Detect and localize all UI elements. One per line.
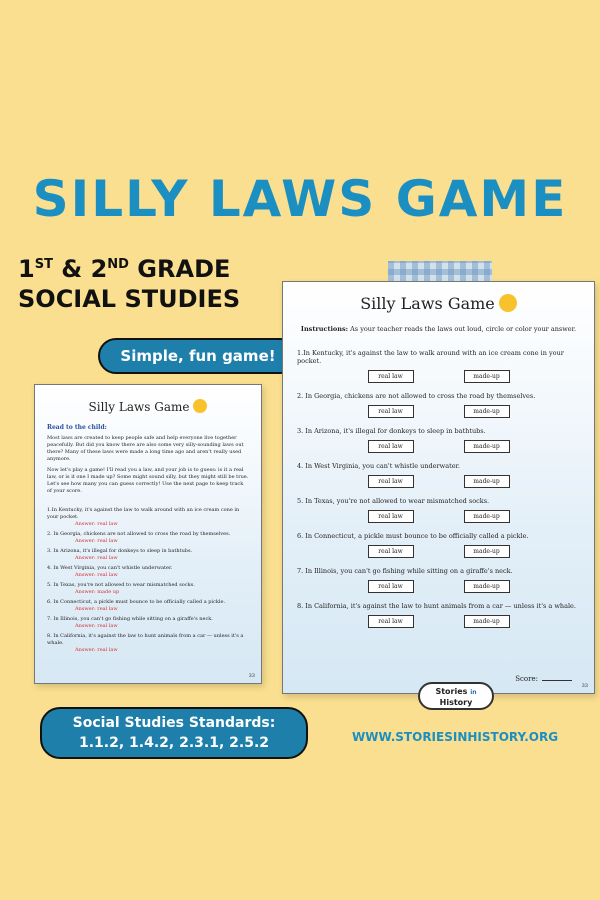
read-label: Read to the child: bbox=[47, 424, 107, 431]
real-law-choice[interactable]: real law bbox=[368, 475, 414, 488]
answer-key-sheet bbox=[34, 384, 262, 684]
real-law-choice[interactable]: real law bbox=[368, 440, 414, 453]
law-row bbox=[297, 532, 580, 558]
law-item: 6. In Connecticut, a pickle must bounce to be officially called a pickle. bbox=[47, 599, 226, 605]
main-title: SILLY LAWS GAME bbox=[32, 170, 568, 228]
answer-choices bbox=[297, 370, 580, 383]
law-item: 3. In Arizona, it's illegal for donkeys to sleep in bathtubs. bbox=[47, 548, 193, 554]
made-up-choice[interactable]: made-up bbox=[464, 405, 510, 418]
law-row bbox=[297, 392, 580, 418]
law-item: 7. In Illinois, you can't go fishing while sitting on a giraffe's neck. bbox=[47, 616, 213, 622]
intro-paragraph: Now let's play a game! I'll read you a law, and your job is to guess: is it a real law, or is it one I made up? Some might sound silly, but they might still be true. Let's see how many you can guess correctly! Use the next page to keep track of your score. bbox=[47, 467, 249, 494]
instructions: Instructions: As your teacher reads the laws out loud, circle or color your answer. bbox=[300, 325, 577, 333]
law-answer: Answer: real law bbox=[75, 606, 118, 612]
answer-choices bbox=[297, 580, 580, 593]
real-law-choice[interactable]: real law bbox=[368, 510, 414, 523]
grade-heading: 1ST & 2ND GRADE SOCIAL STUDIES bbox=[18, 255, 241, 313]
law-row bbox=[297, 462, 580, 488]
real-law-choice[interactable]: real law bbox=[368, 405, 414, 418]
law-text: 2. In Georgia, chickens are not allowed to cross the road by themselves. bbox=[297, 392, 536, 400]
law-text: 7. In Illinois, you can't go fishing while sitting on a giraffe's neck. bbox=[297, 567, 513, 575]
answer-choices bbox=[297, 475, 580, 488]
law-row bbox=[297, 349, 580, 383]
law-answer: Answer: real law bbox=[75, 572, 118, 578]
page-number: 33 bbox=[248, 673, 255, 679]
law-item: 2. In Georgia, chickens are not allowed to cross the road by themselves. bbox=[47, 531, 231, 537]
law-answer: Answer: real law bbox=[75, 538, 118, 544]
intro-paragraph: Most laws are created to keep people safe and help everyone live together peacefully. But did you know there are also some very silly-sounding laws out there? Many of these laws were made a long time ago and aren't really used anymore. bbox=[47, 435, 244, 462]
laughing-face-icon bbox=[499, 294, 517, 312]
law-text: 1.In Kentucky, it's against the law to walk around with an ice cream cone in your pocket. bbox=[297, 349, 564, 365]
made-up-choice[interactable]: made-up bbox=[464, 510, 510, 523]
law-item: 5. In Texas, you're not allowed to wear mismatched socks. bbox=[47, 582, 195, 588]
law-item: 1.In Kentucky, it's against the law to walk around with an ice cream cone in your pocket. bbox=[47, 507, 240, 520]
law-text: 6. In Connecticut, a pickle must bounce to be officially called a pickle. bbox=[297, 532, 529, 540]
answer-choices bbox=[297, 405, 580, 418]
real-law-choice[interactable]: real law bbox=[368, 615, 414, 628]
sheet-title: Silly Laws Game bbox=[297, 294, 580, 313]
real-law-choice[interactable]: real law bbox=[368, 545, 414, 558]
made-up-choice[interactable]: made-up bbox=[464, 440, 510, 453]
made-up-choice[interactable]: made-up bbox=[464, 615, 510, 628]
real-law-choice[interactable]: real law bbox=[368, 580, 414, 593]
made-up-choice[interactable]: made-up bbox=[464, 475, 510, 488]
made-up-choice[interactable]: made-up bbox=[464, 580, 510, 593]
website-url[interactable]: WWW.STORIESINHISTORY.ORG bbox=[352, 730, 559, 744]
law-row bbox=[297, 567, 580, 593]
law-text: 8. In California, it's against the law to hunt animals from a car — unless it's a whale. bbox=[297, 602, 576, 610]
law-answer: Answer: made up bbox=[75, 589, 120, 595]
answer-choices bbox=[297, 440, 580, 453]
law-text: 3. In Arizona, it's illegal for donkeys to sleep in bathtubs. bbox=[297, 427, 486, 435]
made-up-choice[interactable]: made-up bbox=[464, 545, 510, 558]
law-text: 5. In Texas, you're not allowed to wear mismatched socks. bbox=[297, 497, 490, 505]
standards-badge: Social Studies Standards: 1.1.2, 1.4.2, 2.3.1, 2.5.2 bbox=[40, 707, 308, 759]
law-list bbox=[297, 349, 580, 628]
law-answer: Answer: real law bbox=[75, 521, 118, 527]
law-list bbox=[47, 507, 249, 654]
law-item: 4. In West Virginia, you can't whistle underwater. bbox=[47, 565, 173, 571]
stories-in-history-logo: Stories in History bbox=[418, 682, 494, 710]
laughing-face-icon bbox=[193, 399, 207, 413]
answer-choices bbox=[297, 545, 580, 558]
law-answer: Answer: real law bbox=[75, 647, 118, 653]
law-row bbox=[297, 602, 580, 628]
answer-choices bbox=[297, 615, 580, 628]
page-number: 33 bbox=[581, 683, 588, 689]
sheet-title: Silly Laws Game bbox=[47, 399, 249, 414]
worksheet-sheet bbox=[282, 281, 595, 694]
law-text: 4. In West Virginia, you can't whistle underwater. bbox=[297, 462, 460, 470]
law-row bbox=[297, 427, 580, 453]
law-item: 8. In California, it's against the law to hunt animals from a car — unless it's a whale. bbox=[47, 633, 244, 646]
law-answer: Answer: real law bbox=[75, 623, 118, 629]
made-up-choice[interactable]: made-up bbox=[464, 370, 510, 383]
answer-choices bbox=[297, 510, 580, 523]
law-answer: Answer: real law bbox=[75, 555, 118, 561]
law-row bbox=[297, 497, 580, 523]
real-law-choice[interactable]: real law bbox=[368, 370, 414, 383]
simple-fun-badge: Simple, fun game! bbox=[98, 338, 298, 374]
score-field: Score: bbox=[515, 675, 572, 683]
